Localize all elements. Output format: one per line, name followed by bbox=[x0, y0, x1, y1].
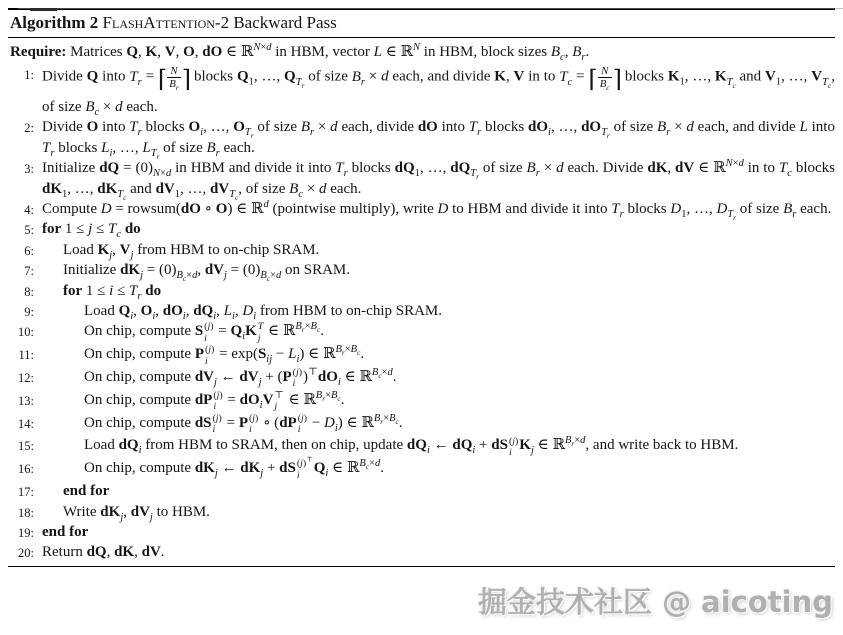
line-content: On chip, compute dP (j) i = $dO_iV$ ⊤ j ∈ ℝ$^{B_r\times B_c}$. bbox=[84, 389, 345, 413]
algorithm-line bbox=[8, 522, 835, 542]
bottom-rule bbox=[8, 566, 835, 567]
algorithm-line bbox=[8, 117, 835, 161]
line-content: Divide Q into $T_r$ = ⌈ $\frac{N}{B_r}$ ⌉ blocks $Q_1$, …, $Q_{T_r}$ of size $B_r \times d$ each, and divide K, V in to $T_c$ = ⌈ $\frac{N}{B_c}$ ⌉ blocks $K_1$, …, $K_{T_c}$ and $V_1$, …, $V_{T_c}$, of size $B_c \times d$ each. bbox=[42, 64, 835, 119]
algorithm-line bbox=[8, 219, 835, 239]
algorithm-line bbox=[8, 281, 835, 301]
line-content: On chip, compute dS (j) i = P (j) i ∘ (dP (j) i − $D_i$) ∈ ℝ$^{B_r\times B_c}$. bbox=[84, 412, 403, 436]
screenshot-artifact-line bbox=[18, 8, 843, 9]
algorithm-line bbox=[8, 240, 835, 260]
algorithm-title-name: FlashAttention-2 bbox=[102, 13, 230, 32]
line-number: 10: bbox=[18, 325, 34, 340]
algorithm-body bbox=[8, 64, 835, 562]
algorithm-line bbox=[8, 321, 835, 344]
line-number: 13: bbox=[18, 393, 34, 408]
line-number: 3: bbox=[24, 162, 34, 177]
algorithm-line bbox=[8, 458, 835, 481]
line-number: 5: bbox=[24, 223, 34, 238]
line-number: 1: bbox=[24, 68, 34, 83]
line-number: 17: bbox=[18, 485, 34, 500]
line-content: Load $dQ_i$ from HBM to SRAM, then on chip, update $dQ_i$ ← $dQ_i$ + dS (j) i $K_j$ ∈ ℝ$^{B_r\times d}$, and write back to HBM. bbox=[84, 435, 739, 458]
line-number: 9: bbox=[24, 304, 34, 319]
line-content: for $1 \le i \le T_r$ do bbox=[63, 282, 162, 302]
algorithm-page bbox=[0, 8, 843, 567]
line-number: 2: bbox=[24, 121, 34, 136]
algorithm-line bbox=[8, 390, 835, 413]
line-number: 12: bbox=[18, 370, 34, 385]
algorithm-line bbox=[8, 344, 835, 367]
algorithm-header bbox=[8, 10, 835, 37]
line-content: On chip, compute $dK_j$ ← $dK_j$ + dS (j)⊤ i $Q_i$ ∈ ℝ$^{B_c\times d}$. bbox=[84, 457, 384, 481]
line-content: Load $Q_i$, $O_i$, $dO_i$, $dQ_i$, $L_i$, $D_i$ from HBM to on-chip SRAM. bbox=[84, 302, 443, 322]
line-content: for $1 \le j \le T_c$ do bbox=[42, 221, 141, 241]
algorithm-line bbox=[8, 542, 835, 562]
line-number: 16: bbox=[18, 462, 34, 477]
line-content: Return dQ, dK, dV. bbox=[42, 544, 165, 561]
line-content: Load $K_j$, $V_j$ from HBM to on-chip SRAM. bbox=[63, 241, 320, 261]
algorithm-title bbox=[103, 13, 337, 32]
line-content: Divide O into $T_r$ blocks $O_i$, …, $O_{T_r}$ of size $B_r \times d$ each, divide dO into $T_r$ blocks $dO_i$, …, $dO_{T_r}$ of size $B_r \times d$ each, and divide L into $T_r$ blocks $L_i$, …, $L_{T_r}$ of size $B_r$ each. bbox=[42, 119, 835, 161]
algorithm-label: Algorithm 2 bbox=[10, 13, 99, 32]
algorithm-title-rest: Backward Pass bbox=[229, 13, 337, 32]
line-number: 19: bbox=[18, 525, 34, 540]
algorithm-line bbox=[8, 413, 835, 436]
line-number: 8: bbox=[24, 284, 34, 299]
require-label: Require: bbox=[10, 44, 67, 60]
algorithm-line bbox=[8, 502, 835, 522]
line-number: 20: bbox=[18, 546, 34, 561]
line-number: 11: bbox=[18, 348, 34, 363]
require-row bbox=[8, 41, 835, 64]
line-content: On chip, compute $dV_j$ ← $dV_j + (P$ (j) i )$^⊤dO_i$ ∈ ℝ$^{B_c\times d}$. bbox=[84, 366, 397, 390]
line-content: Initialize dQ = $(0)_{N\times d}$ in HBM and divide it into $T_r$ blocks $dQ_1$, …, $dQ_{T_r}$ of size $B_r \times d$ each. Divide dK, dV ∈ ℝ$^{N\times d}$ in to $T_c$ blocks $dK_1$, …, $dK_{T_c}$ and $dV_1$, …, $dV_{T_c}$, of size $B_c \times d$ each. bbox=[42, 158, 835, 202]
algorithm-line bbox=[8, 158, 835, 202]
algorithm-line bbox=[8, 435, 835, 458]
algorithm-line bbox=[8, 367, 835, 390]
line-content: On chip, compute S (j) i = $Q_iK$ T j ∈ ℝ$^{B_r\times B_c}$. bbox=[84, 321, 324, 344]
screenshot-artifact-smudge bbox=[30, 8, 57, 11]
header-separator-rule bbox=[8, 37, 835, 38]
line-content: Initialize $dK_j = (0)_{B_c\times d}$, $dV_j = (0)_{B_c\times d}$ on SRAM. bbox=[63, 262, 351, 284]
algorithm-listing bbox=[8, 41, 835, 563]
algorithm-line bbox=[8, 64, 835, 117]
line-number: 14: bbox=[18, 416, 34, 431]
algorithm-line bbox=[8, 481, 835, 501]
line-content: Write $dK_j$, $dV_j$ to HBM. bbox=[63, 503, 210, 523]
line-content: Compute D = rowsum(dO ∘ O) ∈ ℝ$^d$ (pointwise multiply), write D to HBM and divide it into $T_r$ blocks $D_1$, …, $D_{T_r}$ of size $B_r$ each. bbox=[42, 198, 832, 223]
require-text: Matrices Q, K, V, O, dO ∈ ℝ$^{N\times d}$ in HBM, vector L ∈ ℝ$^N$ in HBM, block sizes $B_c$, $B_r$. bbox=[70, 42, 590, 63]
line-number: 7: bbox=[24, 264, 34, 279]
line-content: end for bbox=[63, 483, 110, 500]
line-number: 4: bbox=[24, 202, 34, 217]
line-content: On chip, compute P (j) i = $\exp(S_{ij} - L_i)$ ∈ ℝ$^{B_r\times B_c}$. bbox=[84, 344, 365, 367]
algorithm-line bbox=[8, 301, 835, 321]
watermark: 掘金技术社区 @ aicoting bbox=[477, 585, 833, 619]
line-number: 15: bbox=[18, 439, 34, 454]
algorithm-line bbox=[8, 198, 835, 223]
algorithm-line bbox=[8, 260, 835, 284]
line-number: 18: bbox=[18, 505, 34, 520]
line-number: 6: bbox=[24, 243, 34, 258]
line-content: end for bbox=[42, 523, 89, 540]
